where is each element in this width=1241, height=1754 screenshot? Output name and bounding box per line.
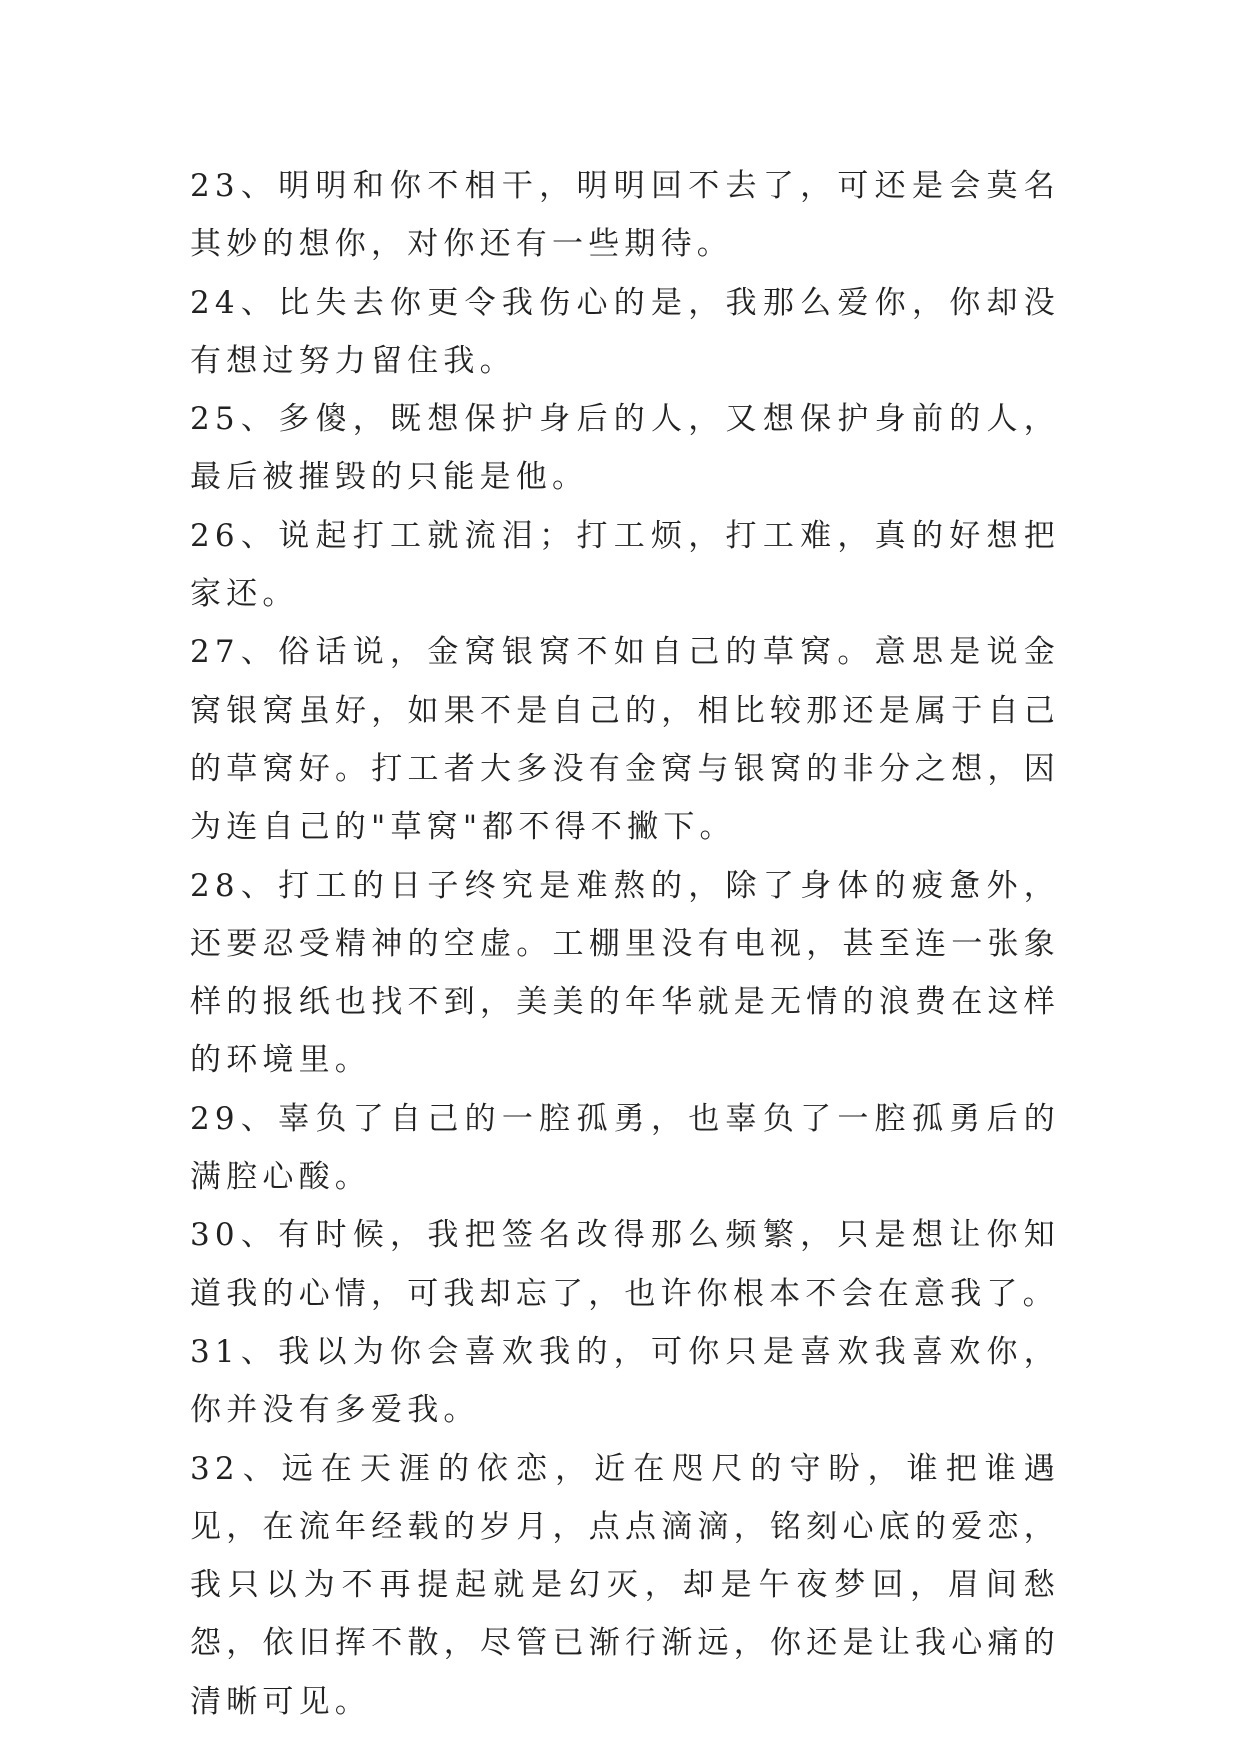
quote-entry-31: 31、我以为你会喜欢我的，可你只是喜欢我喜欢你，你并没有多爱我。	[190, 1333, 1060, 1429]
quote-entry-26: 26、说起打工就流泪；打工烦，打工难，真的好想把家还。	[190, 517, 1060, 613]
quote-entry-25: 25、多傻，既想保护身后的人，又想保护身前的人，最后被摧毁的只能是他。	[190, 401, 1060, 496]
quote-entry-28: 28、打工的日子终究是难熬的，除了身体的疲惫外，还要忍受精神的空虚。工棚里没有电视，甚至连一张象样的报纸也找不到，美美的年华就是无情的浪费在这样的环境里。	[190, 867, 1060, 1079]
quote-entry-23: 23、明明和你不相干，明明回不去了，可还是会莫名其妙的想你，对你还有一些期待。	[190, 168, 1060, 263]
quote-entry-30: 30、有时候，我把签名改得那么频繁，只是想让你知道我的心情，可我却忘了，也许你根本不会在意我了。	[190, 1217, 1060, 1312]
quote-entry-29: 29、辜负了自己的一腔孤勇，也辜负了一腔孤勇后的满腔心酸。	[190, 1100, 1060, 1196]
quote-entry-32: 32、远在天涯的依恋，近在咫尺的守盼，谁把谁遇见，在流年经载的岁月，点点滴滴，铭刻心底的爱恋，我只以为不再提起就是幻灭，却是午夜梦回，眉间愁怨，依旧挥不散，尽管已渐行渐远，你还是让我心痛的清晰可见。	[190, 1450, 1060, 1720]
quote-entry-24: 24、比失去你更令我伤心的是，我那么爱你，你却没有想过努力留住我。	[190, 284, 1060, 379]
quote-entry-27: 27、俗话说，金窝银窝不如自己的草窝。意思是说金窝银窝虽好，如果不是自己的，相比较那还是属于自己的草窝好。打工者大多没有金窝与银窝的非分之想，因为连自己的"草窝"都不得不撇下。	[190, 634, 1060, 846]
document-body	[190, 157, 1060, 1731]
